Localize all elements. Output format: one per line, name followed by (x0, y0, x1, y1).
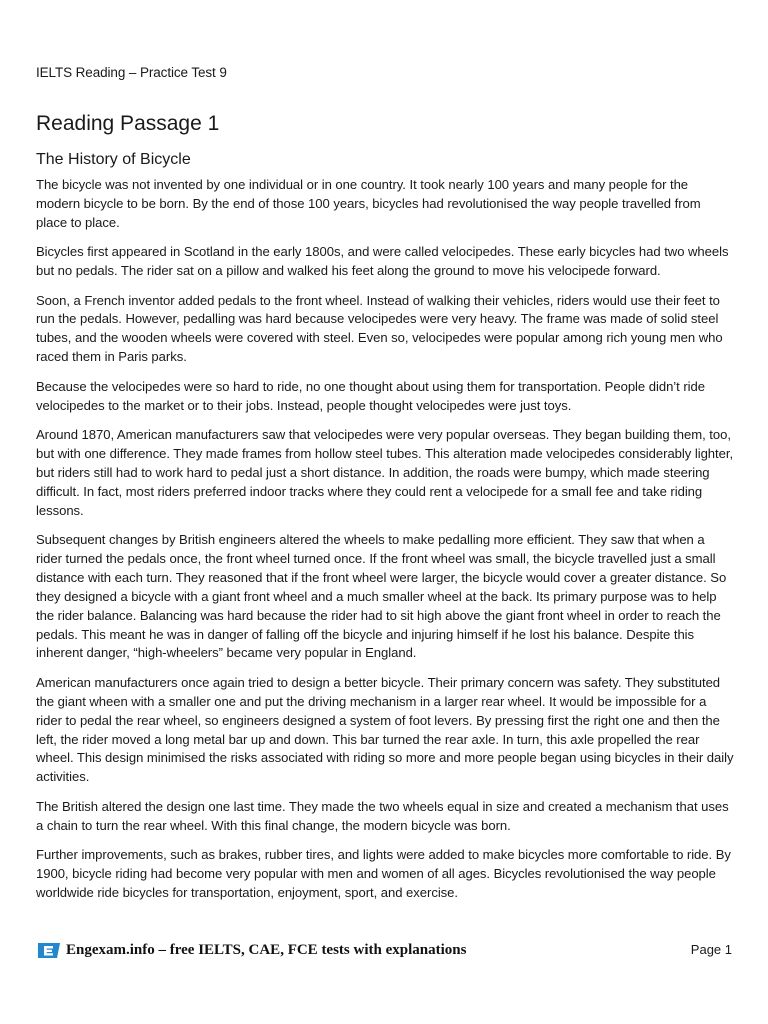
page-footer (36, 940, 734, 960)
paragraph: American manufacturers once again tried to design a better bicycle. Their primary concern was safety. They substituted the giant wheen with a smaller one and put the driving mechanism in a larger rear wheel. It would be impossible for a rider to pedal the rear wheel, so engineers designed a system of foot levers. By pressing first the right one and then the left, the rider moved a long metal bar up and down. This bar turned the rear axle. In turn, this axle propelled the rear wheel. This design minimised the risks associated with riding so more and more people began using bicycles in their daily activities. (36, 674, 734, 785)
document-page (36, 0, 734, 1024)
test-header: IELTS Reading – Practice Test 9 (36, 65, 227, 80)
paragraph: Further improvements, such as brakes, rubber tires, and lights were added to make bicycles more comfortable to ride. By 1900, bicycle riding had become very popular with men and women of all ages. Bicycles revolutionised the way people worldwide ride bicycles for transportation, enjoyment, sport, and exercise. (36, 847, 731, 900)
passage-body (36, 176, 734, 913)
paragraph: Soon, a French inventor added pedals to the front wheel. Instead of walking their vehicles, riders would use their feet to run the pedals. However, pedalling was hard because velocipedes were very heavy. The frame was made of solid steel tubes, and the wooden wheels were covered with steel. Even so, velocipedes were popular among rich young men who raced them in Paris parks. (36, 292, 723, 365)
paragraph: Subsequent changes by British engineers altered the wheels to make pedalling more efficient. They saw that when a rider turned the pedals once, the front wheel turned once. If the front wheel was small, the bicycle travelled just a small distance with each turn. They reasoned that if the front wheel were larger, the bicycle would cover a greater distance. So they designed a bicycle with a giant front wheel and a much smaller wheel at the back. Its primary purpose was to help the rider balance. Balancing was hard because the rider had to sit high above the giant front wheel in order to reach the pedals. This meant he was in danger of falling off the bicycle and injuring himself if he lost his balance. Despite this inherent danger, “high-wheelers” became very popular in England. (36, 532, 727, 661)
paragraph: Because the velocipedes were so hard to ride, no one thought about using them for transportation. People didn’t ride velocipedes to the market or to their jobs. Instead, people thought velocipedes were just toys. (36, 378, 705, 413)
footer-site-link[interactable]: Engexam.info – free IELTS, CAE, FCE tests with explanations (66, 942, 467, 958)
paragraph: The British altered the design one last time. They made the two wheels equal in size and created a mechanism that uses a chain to turn the rear wheel. With this final change, the modern bicycle was born. (36, 798, 729, 833)
article-title: The History of Bicycle (36, 151, 191, 168)
passage-title: Reading Passage 1 (36, 112, 220, 135)
paragraph: Bicycles first appeared in Scotland in the early 1800s, and were called velocipedes. These early bicycles had two wheels but no pedals. The rider sat on a pillow and walked his feet along the ground to move his velocipede forward. (36, 244, 729, 279)
engexam-logo-icon (38, 942, 60, 959)
page-number: Page 1 (690, 942, 732, 957)
paragraph: The bicycle was not invented by one individual or in one country. It took nearly 100 years and many people for the modern bicycle to be born. By the end of those 100 years, bicycles had revolutionised the way people travelled from place to place. (36, 177, 701, 230)
paragraph: Around 1870, American manufacturers saw that velocipedes were very popular overseas. They began building them, too, but with one difference. They made frames from hollow steel tubes. This alteration made velocipedes considerably lighter, but riders still had to work hard to pedal just a short distance. In addition, the roads were bumpy, which made steering difficult. In fact, most riders preferred indoor tracks where they could rent a velocipede for a small fee and take riding lessons. (36, 426, 734, 518)
